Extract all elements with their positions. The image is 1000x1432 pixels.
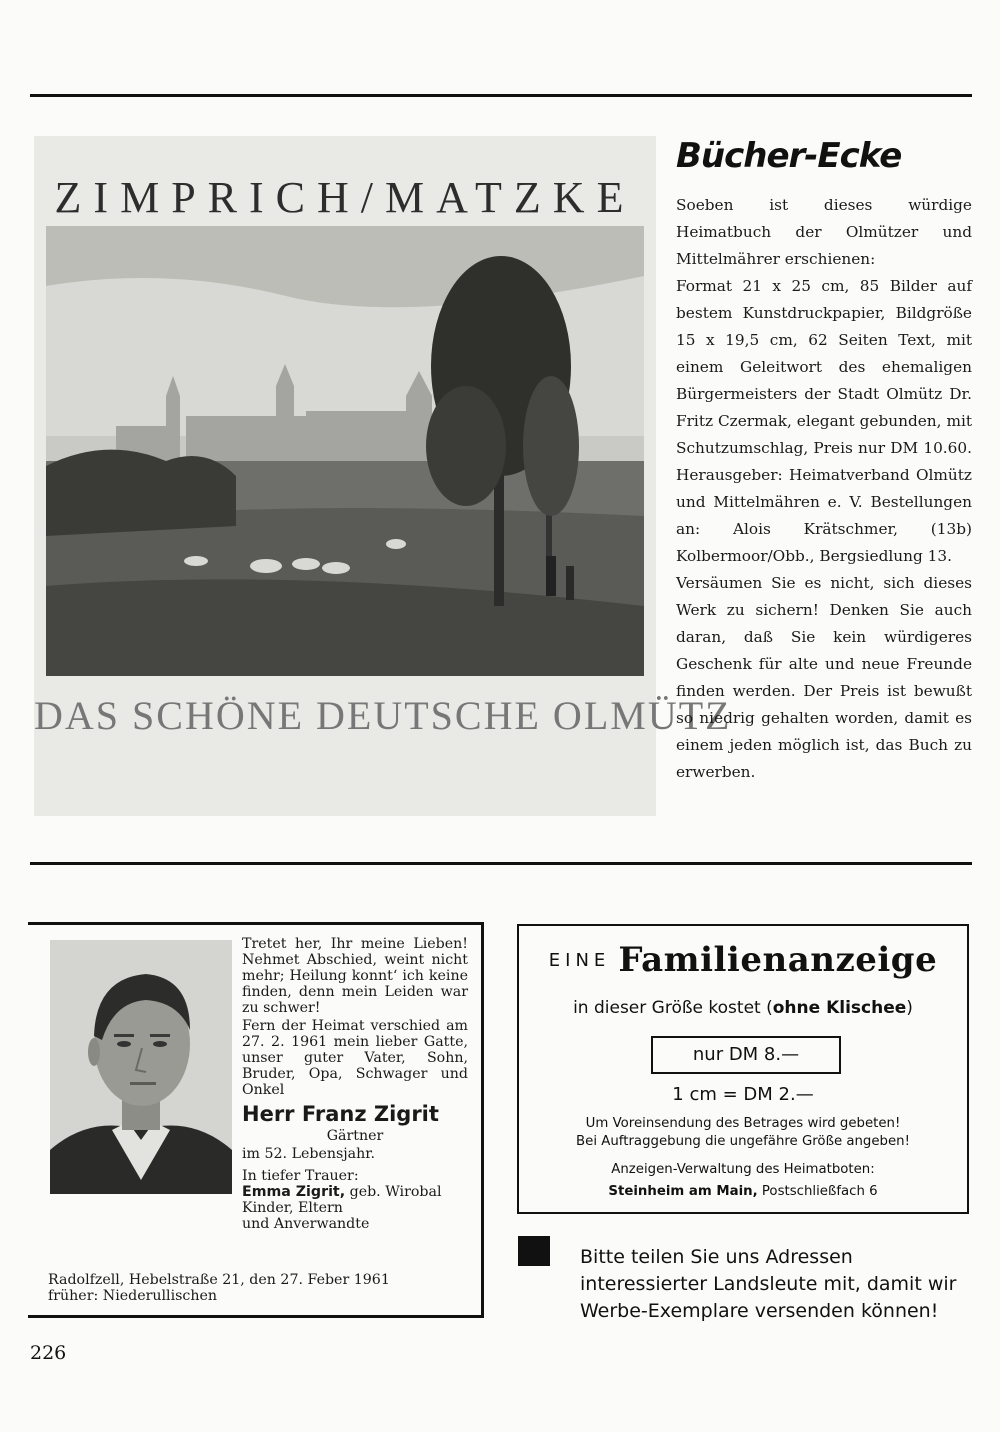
mourning-intro: In tiefer Trauer: bbox=[242, 1168, 359, 1184]
portrait-photo bbox=[50, 940, 232, 1194]
ad-address-box: Postschließfach 6 bbox=[757, 1184, 878, 1199]
ad-note-prepayment: Um Voreinsendung des Betrages wird gebeten! bbox=[585, 1116, 901, 1131]
widow-maiden-name: geb. Wirobal bbox=[349, 1184, 442, 1200]
ad-eine: EINE bbox=[548, 949, 611, 971]
ad-familienanzeige: Familienanzeige bbox=[618, 940, 938, 980]
ecke-paragraph: Versäumen Sie es nicht, sich dieses Werk zu sichern! Denken Sie auch daran, daß Sie kein würdigeres Geschenk für alte und neue Freunde finden werden. Der Preis ist bewußt so niedrig gehalten worden, damit es einem jeden möglich ist, das Buch zu erwerben. bbox=[676, 574, 972, 781]
ad-note-size: Bei Auftraggebung die ungefähre Größe angeben! bbox=[576, 1134, 910, 1149]
buecher-ecke-text bbox=[676, 192, 972, 786]
ad-size-text: in dieser Größe kostet ( bbox=[573, 998, 773, 1018]
appeal-line: interessierter Landsleute mit, damit wir bbox=[580, 1273, 957, 1295]
mourner-line: Kinder, Eltern bbox=[242, 1200, 343, 1216]
ad-size-bold: ohne Klischee bbox=[772, 998, 907, 1018]
appeal-line: Werbe-Exemplare versenden können! bbox=[580, 1300, 939, 1322]
mourners bbox=[242, 1168, 468, 1232]
ad-price-box: nur DM 8.— bbox=[651, 1036, 841, 1074]
portrait-image bbox=[50, 940, 232, 1194]
book-cover-title: DAS SCHÖNE DEUTSCHE OLMÜTZ bbox=[34, 693, 732, 738]
ad-size-line bbox=[519, 998, 967, 1018]
deceased-age: im 52. Lebensjahr. bbox=[242, 1146, 376, 1162]
ad-admin: Anzeigen-Verwaltung des Heimatboten: bbox=[611, 1162, 875, 1177]
widow-name: Emma Zigrit, bbox=[242, 1184, 346, 1200]
family-ad-box bbox=[517, 924, 969, 1214]
olmuetz-landscape-illustration bbox=[46, 226, 644, 676]
ad-size-close: ) bbox=[906, 998, 913, 1018]
deceased-name: Herr Franz Zigrit bbox=[242, 1102, 439, 1126]
ecke-paragraph: Format 21 x 25 cm, 85 Bilder auf bestem Kunstdruckpapier, Bildgröße 15 x 19,5 cm, 62 Seiten Text, mit einem Geleitwort des ehemaligen Bürgermeisters der Stadt Olmütz Dr. Fritz Czermak, elegant gebunden, mit Schutzumschlag, Preis nur DM 10.60. Herausgeber: Heimatverband Olmütz und Mittelmähren e. V. Bestellungen an: Alois Krätschmer, (13b) Kolbermoor/Obb., Bergsiedlung 13. bbox=[676, 277, 972, 565]
buecher-ecke-heading: Bücher-Ecke bbox=[676, 136, 902, 176]
ecke-paragraph: Soeben ist dieses würdige Heimatbuch der Olmützer und Mittelmährer erschienen: bbox=[676, 196, 972, 268]
ad-price-per-cm: 1 cm = DM 2.— bbox=[672, 1084, 814, 1105]
deceased-occupation: Gärtner bbox=[326, 1128, 384, 1144]
address-appeal bbox=[580, 1244, 970, 1325]
mourner-line: und Anverwandte bbox=[242, 1216, 370, 1232]
black-square-marker bbox=[518, 1236, 550, 1266]
obituary-place-date bbox=[48, 1272, 478, 1304]
mourner-line bbox=[242, 1184, 468, 1200]
obituary-notice: Fern der Heimat verschied am 27. 2. 1961 mein lieber Gatte, unser guter Vater, Sohn, Bruder, Opa, Schwager und Onkel bbox=[242, 1018, 468, 1098]
appeal-line: Bitte teilen Sie uns Adressen bbox=[580, 1246, 853, 1268]
former-home-line: früher: Niederullischen bbox=[48, 1288, 218, 1304]
book-cover-authors: ZIMPRICH/MATZKE bbox=[54, 173, 636, 222]
landscape-engraving bbox=[46, 226, 644, 676]
obituary-verse: Tretet her, Ihr meine Lieben! Nehmet Abschied, weint nicht mehr; Heilung konnt‘ ich keine finden, denn mein Leiden war zu schwer! bbox=[242, 936, 468, 1016]
place-date-line: Radolfzell, Hebelstraße 21, den 27. Feber 1961 bbox=[48, 1272, 390, 1288]
page-number: 226 bbox=[30, 1342, 67, 1364]
middle-rule bbox=[30, 862, 972, 865]
ad-headline bbox=[519, 940, 967, 980]
top-rule bbox=[30, 94, 972, 97]
obituary-text bbox=[242, 936, 468, 1232]
book-cover-image bbox=[34, 136, 732, 816]
ad-address-city: Steinheim am Main, bbox=[608, 1184, 758, 1199]
ad-address bbox=[519, 1184, 967, 1199]
